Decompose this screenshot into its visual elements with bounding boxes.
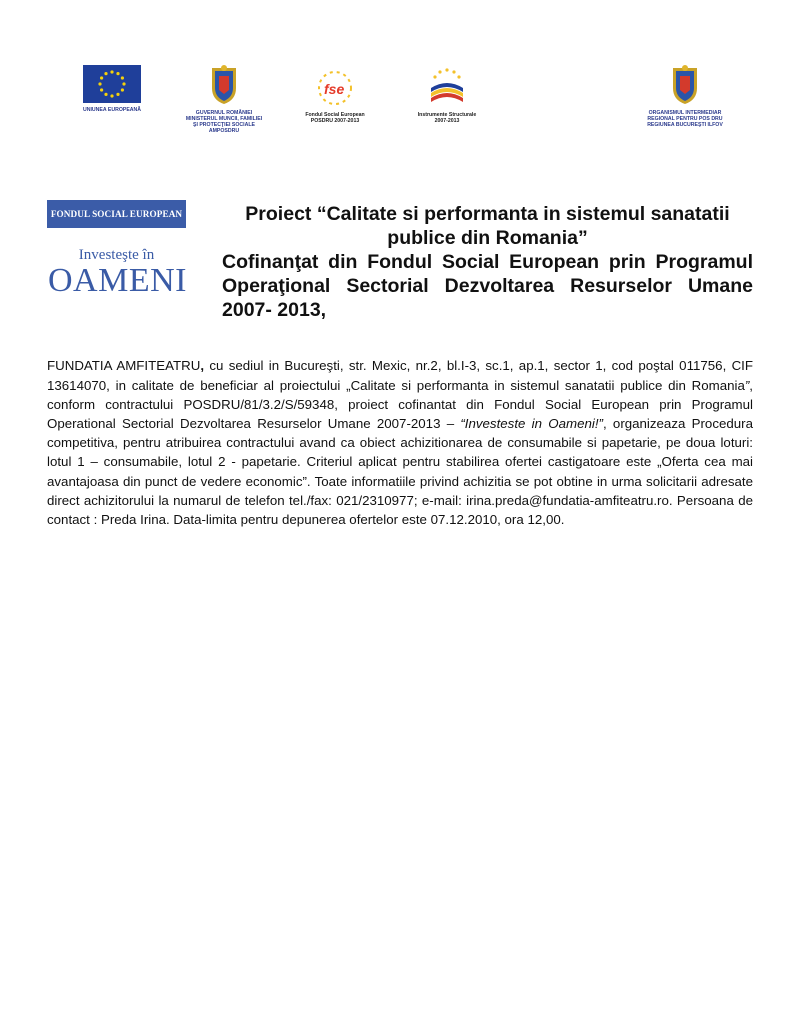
org-comma: , — [200, 358, 205, 374]
intermediate-body-logo — [640, 64, 730, 128]
eu-flag-icon — [83, 65, 141, 103]
government-logo — [182, 64, 266, 134]
fse-logo — [300, 68, 370, 124]
structural-instruments-caption: Instrumente Structurale 2007-2013 — [417, 112, 477, 124]
closing-quote: ” — [744, 377, 750, 393]
paragraph-part-1: cu sediul in Bucureşti, str. Mexic, nr.2, bl.I-3, sc.1, ap.1, sector 1, cod poştal 011756, CIF 13614070, in calitate de beneficiar al proiectului „Calitate si performanta in sistemul sanatatii publice din Romania — [47, 358, 753, 393]
fse-caption: Fondul Social European POSDRU 2007-2013 — [305, 112, 365, 124]
fse-banner: FONDUL SOCIAL EUROPEAN — [47, 200, 186, 228]
organization-name: FUNDATIA AMFITEATRU — [47, 358, 201, 374]
structural-instruments-logo — [412, 66, 482, 124]
fse-logo-icon — [315, 68, 355, 108]
paragraph-part-2: , conform contractului POSDRU/81/3.2/S/59348, proiect cofinantat din Fondul Social European prin Programul Operational Sectorial Dezvoltarea Resurselor Umane 2007-2013 – — [47, 377, 753, 431]
oameni-wordmark: OAMENI — [48, 262, 187, 299]
government-caption: GUVERNUL ROMÂNIEI MINISTERUL MUNCII, FAMILIEI ŞI PROTECŢIEI SOCIALE AMPOSDRU — [185, 110, 263, 134]
svg-text:fse: fse — [324, 81, 345, 97]
paragraph-part-3: , organizeaza Procedura competitiva, pentru atribuirea contractului avand ca obiect achizitionarea de consumabile si papetarie, pe doua loturi: lotul 1 – consumabile, lotul 2 - papetarie. Criteriul aplicat pentru stabilirea ofertei castigatoare este „Oferta cea mai avantajoasa din punct de vedere economic”. Toate informatiile privind achizitia se pot obtine in urma solicitarii adresate direct achizitorului la numarul de telefon tel./fax: 021/2310977; e-mail: irina.preda@fundatia-amfiteatru.ro. Persoana de contact : Preda Irina. Data-limita pentru depunerea ofertelor este 07.12.2010, ora 12,00. — [47, 415, 753, 527]
intermediate-body-caption: ORGANISMUL INTERMEDIAR REGIONAL PENTRU POS DRU REGIUNEA BUCUREŞTI ILFOV — [647, 110, 723, 128]
cofinancing-statement: Cofinanţat din Fondul Social European prin Programul Operaţional Sectorial Dezvoltarea Resurselor Umane 2007- 2013, — [222, 251, 753, 321]
eu-caption: UNIUNEA EUROPEANĂ — [82, 107, 142, 113]
announcement-paragraph — [47, 356, 753, 529]
structural-instruments-logo-icon — [425, 66, 469, 108]
project-title: Proiect “Calitate si performanta in sistemul sanatatii publice din Romania” — [245, 203, 730, 249]
romanian-coat-of-arms-icon — [669, 64, 701, 106]
program-slogan: “Investeste in Oameni!” — [460, 415, 603, 431]
romanian-coat-of-arms-icon — [208, 64, 240, 106]
invest-tagline: Investeşte în — [78, 247, 155, 263]
eu-logo — [80, 65, 144, 113]
